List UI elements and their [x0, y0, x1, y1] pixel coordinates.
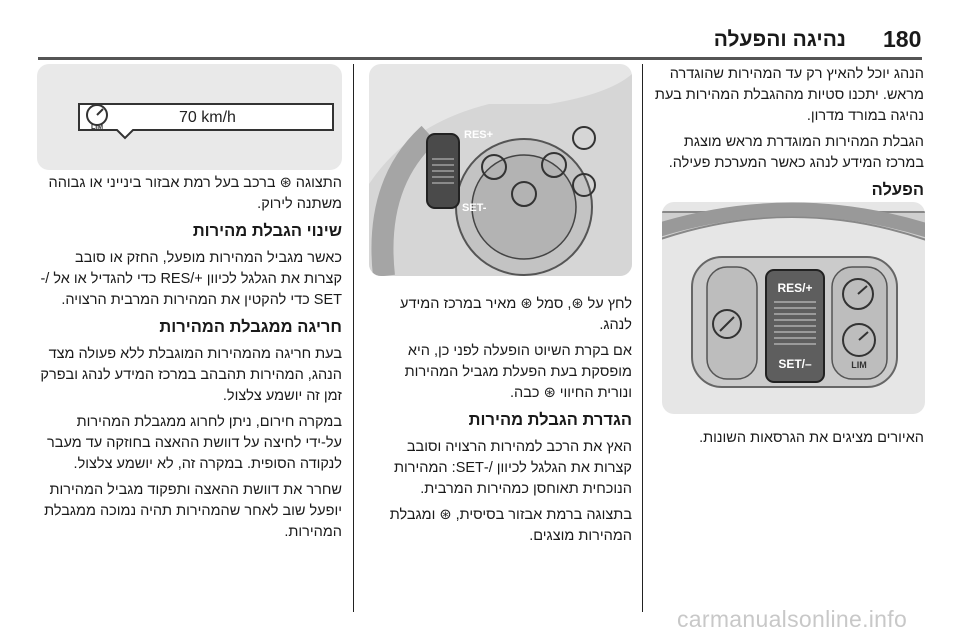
speed-value: 70 km/h: [179, 109, 236, 126]
header-rule: [38, 57, 922, 60]
paragraph: בתצוגה ברמת אבזור בסיסית, ⊛ ומגבלת המהירות מוצגים.: [389, 507, 632, 544]
column-middle: [368, 294, 632, 552]
section-heading-exceed: חריגה ממגבלת המהירות: [159, 318, 342, 336]
res-label: RES/+: [777, 281, 813, 295]
column-left: [37, 173, 342, 548]
steering-wheel-illustration: [662, 202, 925, 414]
paragraph: לחץ על ⊛, סמל ⊛ מאיר במרכז המידע לנהג.: [400, 296, 632, 333]
watermark: carmanualsonline.info: [677, 606, 908, 632]
column-divider: [642, 64, 643, 612]
paragraph: הנהג יוכל להאיץ רק עד המהירות שהוגדרה מראש. יתכנו סטיות מההגבלת המהירות בעת נהיגה במורד מדרון.: [654, 66, 924, 124]
page-header: [0, 26, 960, 56]
section-heading-change: שינוי הגבלת מהירות: [192, 222, 342, 240]
paragraph: אם בקרת השיוט הופעלה לפני כן, היא מופסקת בעת הפעלת מגביל המהירות ונורית החיווי ⊛ כבה.: [404, 343, 632, 401]
steering-wheel-image-basic: [369, 64, 632, 276]
set-label: SET/–: [778, 357, 812, 371]
column-divider: [353, 64, 354, 612]
paragraph: הגבלת המהירות המוגדרת מראש מוצגת במרכז המידע לנהג כאשר המערכת פעילה.: [668, 134, 924, 171]
driver-info-display: [37, 64, 342, 170]
paragraph: כאשר מגביל המהירות מופעל, החזק או סובב קצרות את הגלגל לכיוון +/RES כדי להגדיל או אל /-SET כדי להקטין את המהירות המרבית הרצויה.: [40, 250, 342, 308]
lim-label: LIM: [90, 124, 104, 131]
paragraph: בעת חריגה מהמהירות המוגבלת ללא פעולה מצד הנהג, המהירות תהבהב במרכז המידע לנהג ובפרק זמן זה יושמע צלצול.: [40, 346, 342, 404]
paragraph: האץ את הרכב למהירות הרצויה וסובב קצרות את הגלגל לכיוון /-SET: המהירות הנוכחית תאוחסן כמהירות המרבית.: [393, 439, 632, 497]
chapter-title: נהיגה והפעלה: [713, 28, 846, 51]
page-number: 180: [883, 26, 922, 52]
image-caption: האיורים מציגים את הגרסאות השונות.: [699, 430, 924, 446]
column-right: [648, 64, 924, 207]
display-image: [37, 64, 342, 170]
paragraph: במקרה חירום, ניתן לחרוג ממגבלת המהירות על-ידי לחיצה על דוושת ההאצה בחוזקה עד מעבר לנקודה הסופית. במקרה זה, לא יושמע צלצול.: [47, 414, 342, 472]
paragraph: התצוגה ⊛ ברכב בעל רמת אבזור בינייני או גבוהה משתנה לירוק.: [48, 175, 342, 212]
lim-label: LIM: [851, 360, 867, 370]
res-label: RES+: [464, 129, 494, 141]
section-heading-setting: הגדרת הגבלת מהירות: [468, 411, 632, 429]
section-heading-activation: הפעלה: [871, 181, 924, 199]
steering-wheel-illustration: [369, 64, 632, 276]
set-label: SET-: [462, 202, 487, 214]
paragraph: שחרר את דוושת ההאצה ותפקוד מגביל המהירות יופעל שוב לאחר שהמהירות תהיה נמוכה ממגבלת המהירות.: [44, 482, 342, 540]
steering-wheel-image-rich: [662, 202, 925, 414]
caption-block: [648, 428, 924, 454]
